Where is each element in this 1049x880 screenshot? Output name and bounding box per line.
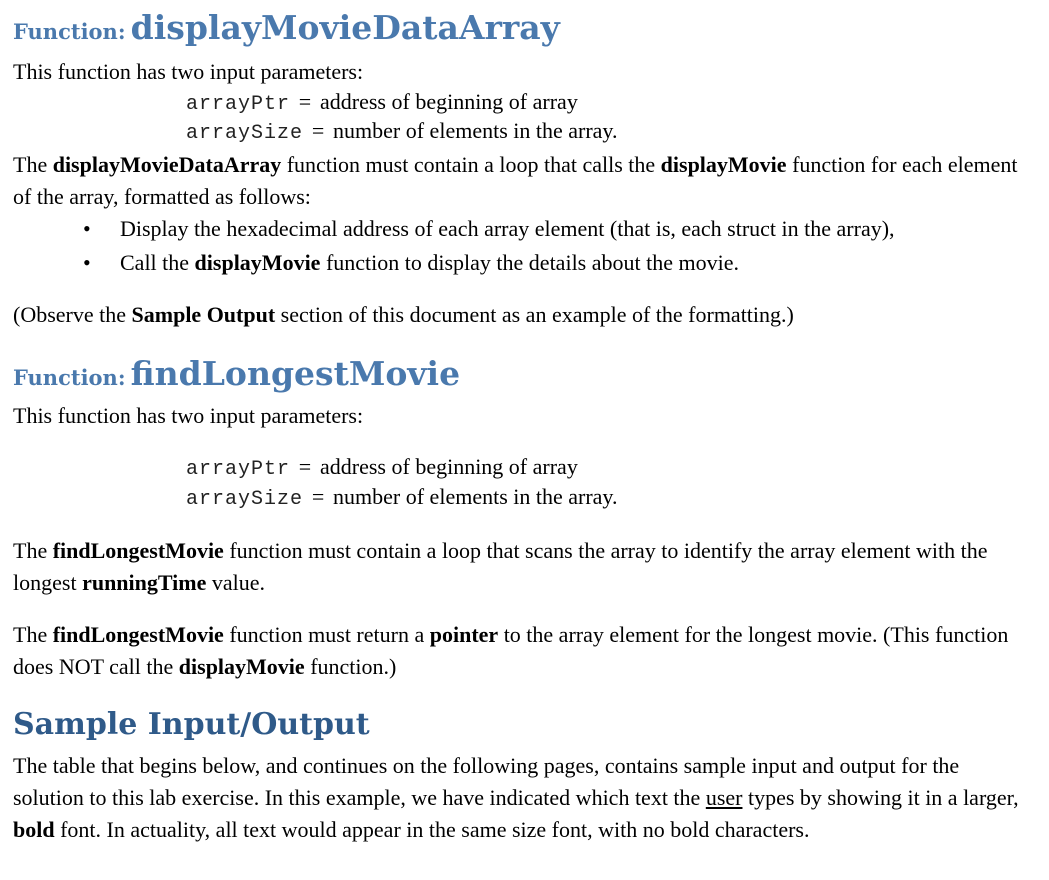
function-heading-display-movie-data-array bbox=[13, 8, 560, 47]
bold-field-name: runningTime bbox=[82, 570, 207, 595]
text-run: The bbox=[13, 622, 53, 647]
paragraph-return-pointer bbox=[13, 619, 1023, 683]
param-equals: = bbox=[298, 89, 312, 114]
param-name: arraySize bbox=[186, 122, 304, 145]
param-desc: address of beginning of array bbox=[320, 454, 578, 479]
bold-text: pointer bbox=[429, 622, 499, 647]
intro-text: This function has two input parameters: bbox=[13, 403, 364, 428]
text-run: The table that begins below, and continues on the following pages, contains sample input and output for the solution to this lab exercise. In this example, we have indicated which text the bbox=[13, 753, 960, 810]
bold-function-name: displayMovie bbox=[178, 654, 305, 679]
param-desc: number of elements in the array. bbox=[333, 484, 618, 509]
param-equals: = bbox=[311, 118, 325, 143]
text-run: types by showing it in a larger, bbox=[742, 785, 1019, 810]
heading-function-name: findLongestMovie bbox=[130, 354, 461, 393]
list-item bbox=[83, 250, 739, 276]
heading-prefix: Function: bbox=[13, 365, 126, 390]
heading-function-name: displayMovieDataArray bbox=[130, 8, 560, 47]
text-run: function must return a bbox=[223, 622, 430, 647]
text-run: function must contain a loop that calls the bbox=[281, 152, 661, 177]
text-run: value. bbox=[206, 570, 266, 595]
note-text bbox=[13, 299, 794, 331]
bold-function-name: findLongestMovie bbox=[52, 538, 224, 563]
intro-text: This function has two input parameters: bbox=[13, 59, 364, 84]
text-run: function.) bbox=[304, 654, 397, 679]
param-name: arrayPtr bbox=[186, 93, 291, 116]
text-run: font. In actuality, all text would appear in the same size font, with no bold characters. bbox=[54, 817, 810, 842]
text-run: section of this document as an example of the formatting.) bbox=[275, 302, 794, 327]
paragraph-sample-io bbox=[13, 750, 1023, 846]
param-desc: number of elements in the array. bbox=[333, 118, 618, 143]
bold-function-name: displayMovieDataArray bbox=[52, 152, 282, 177]
heading-prefix: Function: bbox=[13, 19, 126, 44]
text-run: function must contain a loop that scans the array to identify the array element with the longest bbox=[13, 538, 988, 595]
bullet-icon: • bbox=[83, 250, 91, 275]
param-desc: address of beginning of array bbox=[320, 89, 578, 114]
param-equals: = bbox=[298, 454, 312, 479]
param-name: arraySize bbox=[186, 488, 304, 511]
param-row bbox=[186, 484, 618, 511]
param-name: arrayPtr bbox=[186, 458, 291, 481]
bold-text: bold bbox=[13, 817, 55, 842]
bold-text: Sample Output bbox=[131, 302, 276, 327]
param-row bbox=[186, 118, 618, 145]
paragraph-scan-loop bbox=[13, 535, 1023, 599]
text-run: The bbox=[13, 538, 53, 563]
bold-function-name: displayMovie bbox=[660, 152, 787, 177]
param-row bbox=[186, 89, 578, 116]
function-heading-find-longest-movie bbox=[13, 354, 460, 393]
bold-function-name: findLongestMovie bbox=[52, 622, 224, 647]
list-item-text: Display the hexadecimal address of each array element (that is, each struct in the array), bbox=[120, 216, 895, 241]
underlined-text: user bbox=[705, 785, 743, 810]
text-run: function for each element of the array, formatted as follows: bbox=[13, 152, 1018, 209]
text-run: (Observe the bbox=[13, 302, 132, 327]
text-run: The bbox=[13, 152, 53, 177]
bold-function-name: displayMovie bbox=[194, 250, 321, 275]
param-row bbox=[186, 454, 578, 481]
param-equals: = bbox=[311, 484, 325, 509]
section-heading-sample-io: Sample Input/Output bbox=[13, 707, 370, 742]
paragraph-display-loop bbox=[13, 149, 1023, 213]
text-run: function to display the details about the movie. bbox=[320, 250, 739, 275]
text-run: to the array element for the longest movie. (This function does NOT call the bbox=[13, 622, 1009, 679]
text-run: Call the bbox=[120, 250, 195, 275]
list-item bbox=[83, 216, 895, 242]
bullet-icon: • bbox=[83, 216, 91, 241]
